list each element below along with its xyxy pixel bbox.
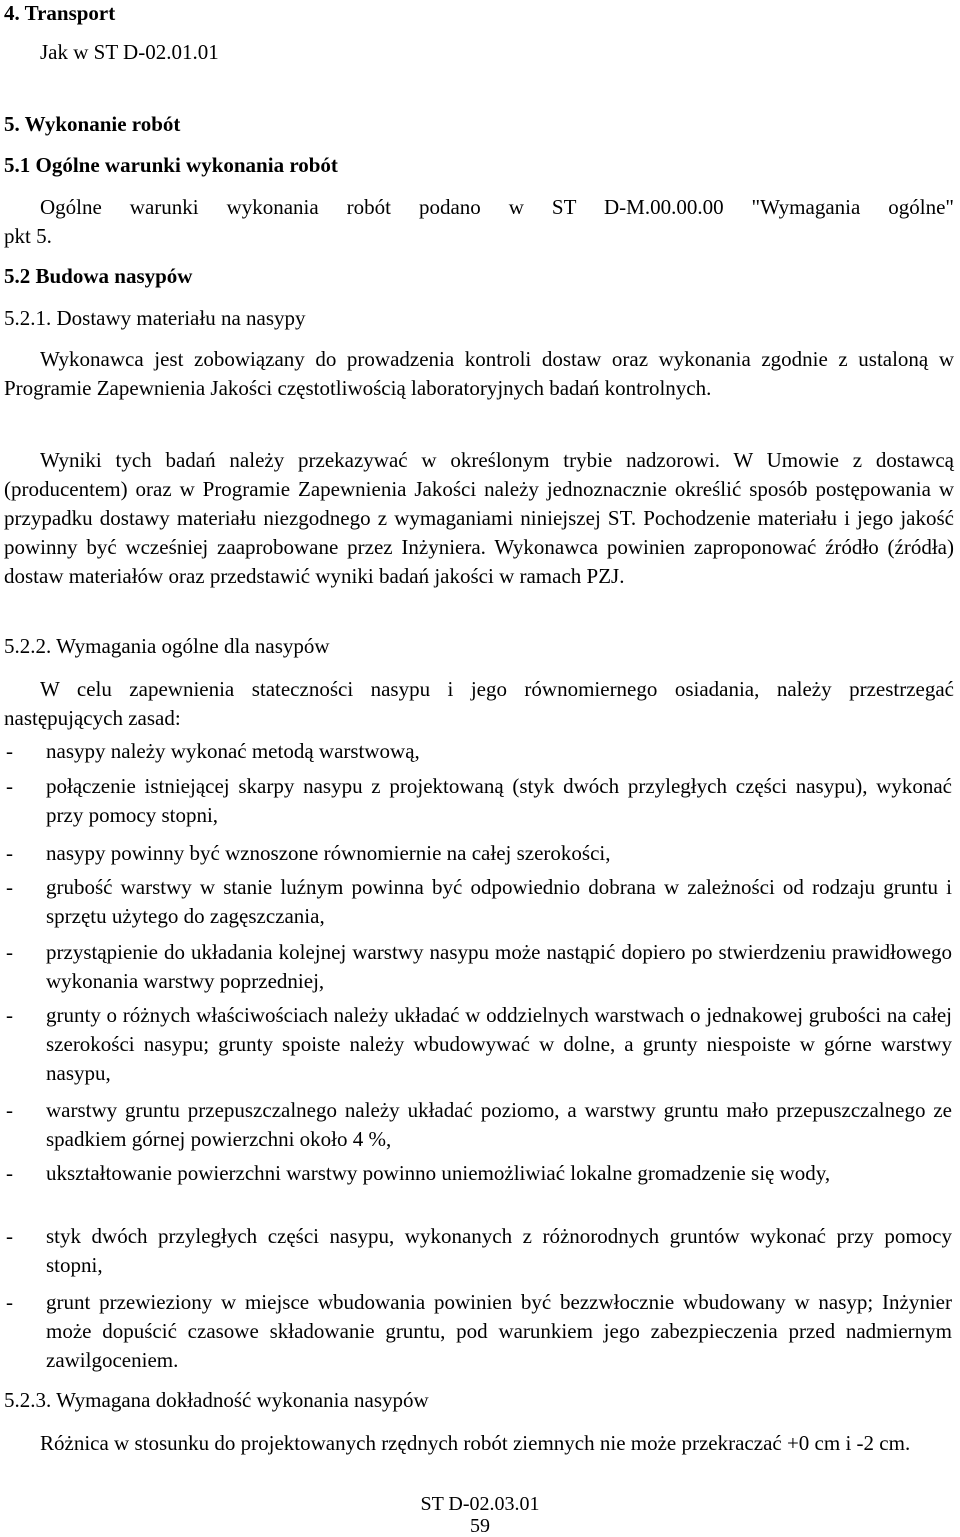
list-item-text: ukształtowanie powierzchni warstwy powinno uniemożliwiać lokalne gromadzenie się wody, [46,1161,831,1185]
list-bullet: - [6,841,13,865]
section-5-1-text-line2: pkt 5. [4,224,52,248]
list-item [6,839,952,868]
section-5-1-text-line1: Ogólne warunki wykonania robót podano w ST D-M.00.00.00 "Wymagania ogólne" [40,195,954,219]
list-bullet: - [6,875,13,899]
list-item [6,1288,952,1375]
list-item-text: nasypy powinny być wznoszone równomiernie na całej szerokości, [46,841,611,865]
section-5-2-2-intro: W celu zapewnienia stateczności nasypu i jego równomiernego osiadania, należy przestrzegać następujących zasad: [4,677,954,730]
footer-code: ST D-02.03.01 [420,1493,540,1515]
page-number: 59 [470,1515,490,1537]
list-item [6,1001,952,1088]
list-item [6,873,952,931]
list-item-text: grunty o różnych właściwościach należy układać w oddzielnych warstwach o jednakowej grubości na całej szerokości nasypu; grunty spoiste należy wbudowywać w dolne, a grunty niespoiste w górne warstwy nasypu, [46,1003,952,1085]
section-5-2-heading: 5.2 Budowa nasypów [4,264,193,288]
list-item [6,737,952,766]
list-item [6,772,952,830]
section-5-2-2-heading: 5.2.2. Wymagania ogólne dla nasypów [4,634,330,658]
list-item [6,1159,952,1188]
section-5-2-1-para2: Wyniki tych badań należy przekazywać w określonym trybie nadzorowi. W Umowie z dostawcą (producentem) oraz w Programie Zapewnienia Jakości należy jednoznacznie określić sposób postępowania w przypadku dostawy materiału niezgodnego z wymaganiami niniejszej ST. Pochodzenie materiału i jego jakość powinny być wcześniej zaaprobowane przez Inżyniera. Wykonawca powinien zaproponować źródło (źródła) dostaw materiałów oraz przedstawić wyniki badań jakości w ramach PZJ. [4,448,954,588]
list-item-text: warstwy gruntu przepuszczalnego należy układać poziomo, a warstwy gruntu mało przepuszczalnego ze spadkiem górnej powierzchni około 4 %, [46,1098,952,1151]
list-item-text: przystąpienie do układania kolejnej warstwy nasypu może nastąpić dopiero po stwierdzeniu prawidłowego wykonania warstwy poprzedniej, [46,940,952,993]
list-item-text: połączenie istniejącej skarpy nasypu z projektowaną (styk dwóch przyległych części nasypu), wykonać przy pomocy stopni, [46,774,952,827]
list-bullet: - [6,1003,13,1027]
section-5-2-1-para1: Wykonawca jest zobowiązany do prowadzenia kontroli dostaw oraz wykonania zgodnie z ustaloną w Programie Zapewnienia Jakości częstotliwością laboratoryjnych badań kontrolnych. [4,347,954,400]
section-5-2-3-text: Różnica w stosunku do projektowanych rzędnych robót ziemnych nie może przekraczać +0 cm i -2 cm. [40,1431,911,1455]
list-item-text: grunt przewieziony w miejsce wbudowania powinien być bezzwłocznie wbudowany w nasyp; Inżynier może dopuścić czasowe składowanie gruntu, pod warunkiem jego zabezpieczenia przed nadmiernym zawilgoceniem. [46,1290,952,1372]
list-item [6,1096,952,1154]
section-4-heading: 4. Transport [4,1,116,25]
list-bullet: - [6,739,13,763]
section-5-heading: 5. Wykonanie robót [4,112,181,136]
list-item-text: nasypy należy wykonać metodą warstwową, [46,739,420,763]
list-bullet: - [6,1098,13,1122]
list-bullet: - [6,940,13,964]
list-bullet: - [6,1224,13,1248]
section-5-2-1-heading: 5.2.1. Dostawy materiału na nasypy [4,306,306,330]
section-5-2-3-heading: 5.2.3. Wymagana dokładność wykonania nasypów [4,1388,429,1412]
list-bullet: - [6,1290,13,1314]
list-bullet: - [6,1161,13,1185]
list-item [6,1222,952,1280]
section-5-1-heading: 5.1 Ogólne warunki wykonania robót [4,153,338,177]
list-item-text: styk dwóch przyległych części nasypu, wykonanych z różnorodnych gruntów wykonać przy pomocy stopni, [46,1224,952,1277]
section-4-text: Jak w ST D-02.01.01 [40,40,219,64]
list-item [6,938,952,996]
list-bullet: - [6,774,13,798]
list-item-text: grubość warstwy w stanie luźnym powinna być odpowiednio dobrana w zależności od rodzaju gruntu i sprzętu użytego do zagęszczania, [46,875,952,928]
